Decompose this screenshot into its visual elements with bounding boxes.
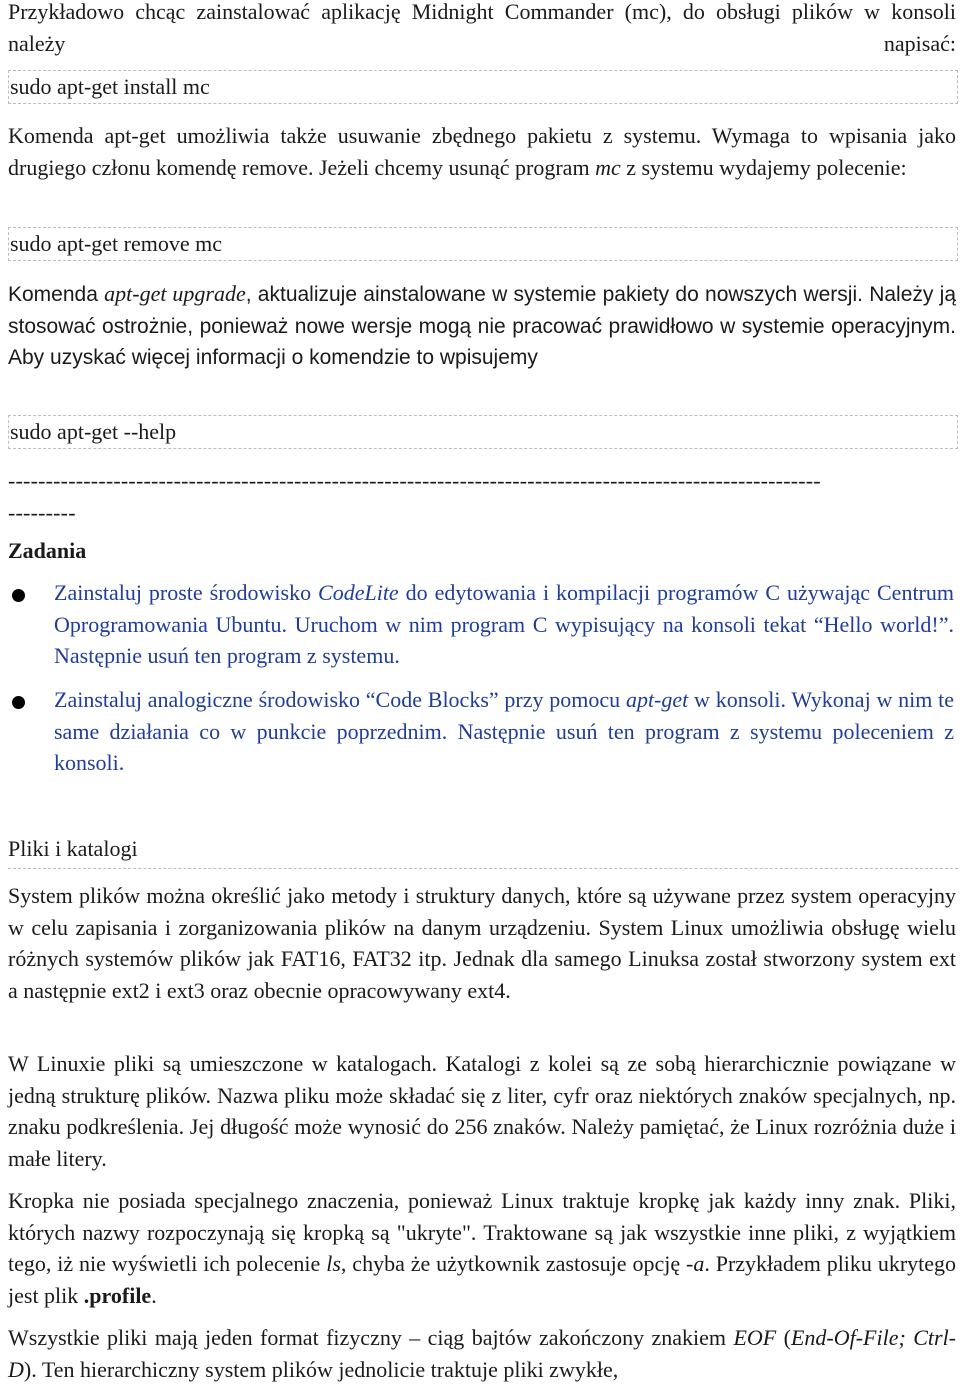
mc-term: mc	[595, 154, 621, 180]
intro-paragraph	[8, 0, 956, 59]
upgrade-text-2: , aktualizuje ainstalowane w systemie pakiety do nowszych wersji. Należy ją stosować ostrożnie, ponieważ nowe wersje mogą nie pracować prawidłowo w systemie operacyjnym. Aby uzyskać więcej informacji o komendzie to wpisujemy	[8, 283, 956, 369]
eof-long-term: End-Of-File; Ctrl-D	[8, 1325, 957, 1382]
task1-text-2: do edytowania i kompilacji programów C używając Centrum Oprogramowania Ubuntu. Uruchom w nim program C wypisujący na konsoli tekat “Hello world!”. Następnie usuń ten program z systemu.	[54, 580, 954, 668]
profile-term: .profile	[83, 1282, 152, 1308]
command-help-box	[8, 415, 958, 449]
files-paragraph-3	[8, 1185, 956, 1311]
task-item-2	[54, 684, 954, 779]
command-remove-box	[8, 227, 958, 261]
task-item-1	[54, 577, 954, 672]
ls-term: ls	[326, 1251, 341, 1276]
command-remove-text: sudo apt-get remove mc	[10, 231, 222, 256]
task1-text-1: Zainstaluj proste środowisko	[54, 580, 319, 605]
section-title-files: Pliki i katalogi	[8, 834, 958, 869]
para3-text-4: .	[151, 1282, 157, 1308]
codelite-term: CodeLite	[318, 580, 399, 605]
task2-text-1: Zainstaluj analogiczne środowisko “Code Blocks” przy pomocu	[54, 687, 626, 712]
para4-text-1: Wszystkie pliki mają jeden format fizyczny – ciąg bajtów zakończony znakiem	[8, 1325, 734, 1350]
command-help-text: sudo apt-get --help	[10, 419, 177, 444]
para4-text-3: ). Ten hierarchiczny system plików jednolicie traktuje pliki zwykłe,	[23, 1356, 619, 1382]
remove-paragraph	[8, 120, 956, 183]
separator-line-1: ------------------------------------------------------------------------------------------------------------	[8, 468, 821, 493]
para4-text-2: (	[776, 1325, 791, 1350]
bullet-icon	[12, 696, 25, 709]
upgrade-text-1: Komenda	[8, 283, 105, 306]
files-paragraph-4	[8, 1322, 956, 1385]
files-paragraph-1: System plików można określić jako metody i struktury danych, które są używane przez system operacyjny w celu zapisania i zorganizowania plików na danym urządzeniu. System Linux umożliwia obsługę wielu różnych systemów plików jak FAT16, FAT32 itp. Jednak dla samego Linuksa został stworzony system ext a następnie ext2 i ext3 oraz obecnie opracowywany ext4.	[8, 883, 956, 1003]
option-a-term: -a	[686, 1251, 705, 1276]
command-install-text: sudo apt-get install mc	[10, 74, 210, 99]
para3-text-1: Kropka nie posiada specjalnego znaczenia, ponieważ Linux traktuje kropkę jak każdy inny znak. Pliki, których nazwy rozpoczynają się kropką są "ukryte". Traktowane są jak wszystkie inne pliki, z wyjątkiem tego, iż nie wyświetli ich polecenie	[8, 1188, 956, 1276]
separator-line-2: ---------	[8, 500, 76, 525]
apt-get-upgrade-term: apt-get upgrade	[104, 281, 246, 306]
eof-term: EOF	[733, 1325, 777, 1350]
remove-text-2: z systemu wydajemy polecenie:	[620, 154, 907, 180]
tasks-heading: Zadania	[8, 538, 87, 563]
files-paragraph-2: W Linuxie pliki są umieszczone w katalogach. Katalogi z kolei są ze sobą hierarchicznie powiązane w jedną strukturę plików. Nazwa pliku może składać się z liter, cyfr oraz niektórych znaków specjalnych, np. znaku podkreślenia. Jej długość może wynosić do 256 znaków. Należy pamiętać, że Linux rozróżnia duże i małe litery.	[8, 1051, 956, 1171]
para3-text-3: . Przykładem pliku ukrytego jest plik	[8, 1251, 957, 1308]
bullet-icon	[12, 589, 25, 602]
remove-text-1: Komenda apt-get umożliwia także usuwanie zbędnego pakietu z systemu. Wymaga to wpisania jako drugiego członu komendę remove. Jeżeli chcemy usunąć program	[8, 123, 956, 180]
command-install-box	[8, 70, 958, 104]
para3-text-2: , chyba że użytkownik zastosuje opcję	[340, 1251, 686, 1276]
upgrade-paragraph	[8, 278, 956, 374]
apt-get-term: apt-get	[625, 687, 689, 712]
task2-text-2: w konsoli. Wykonaj w nim te same działania co w punkcie poprzednim. Następnie usuń ten program z systemu poleceniem z konsoli.	[54, 687, 954, 775]
intro-text: Przykładowo chcąc zainstalować aplikację Midnight Commander (mc), do obsługi plików w konsoli należy napisać:	[8, 0, 956, 56]
